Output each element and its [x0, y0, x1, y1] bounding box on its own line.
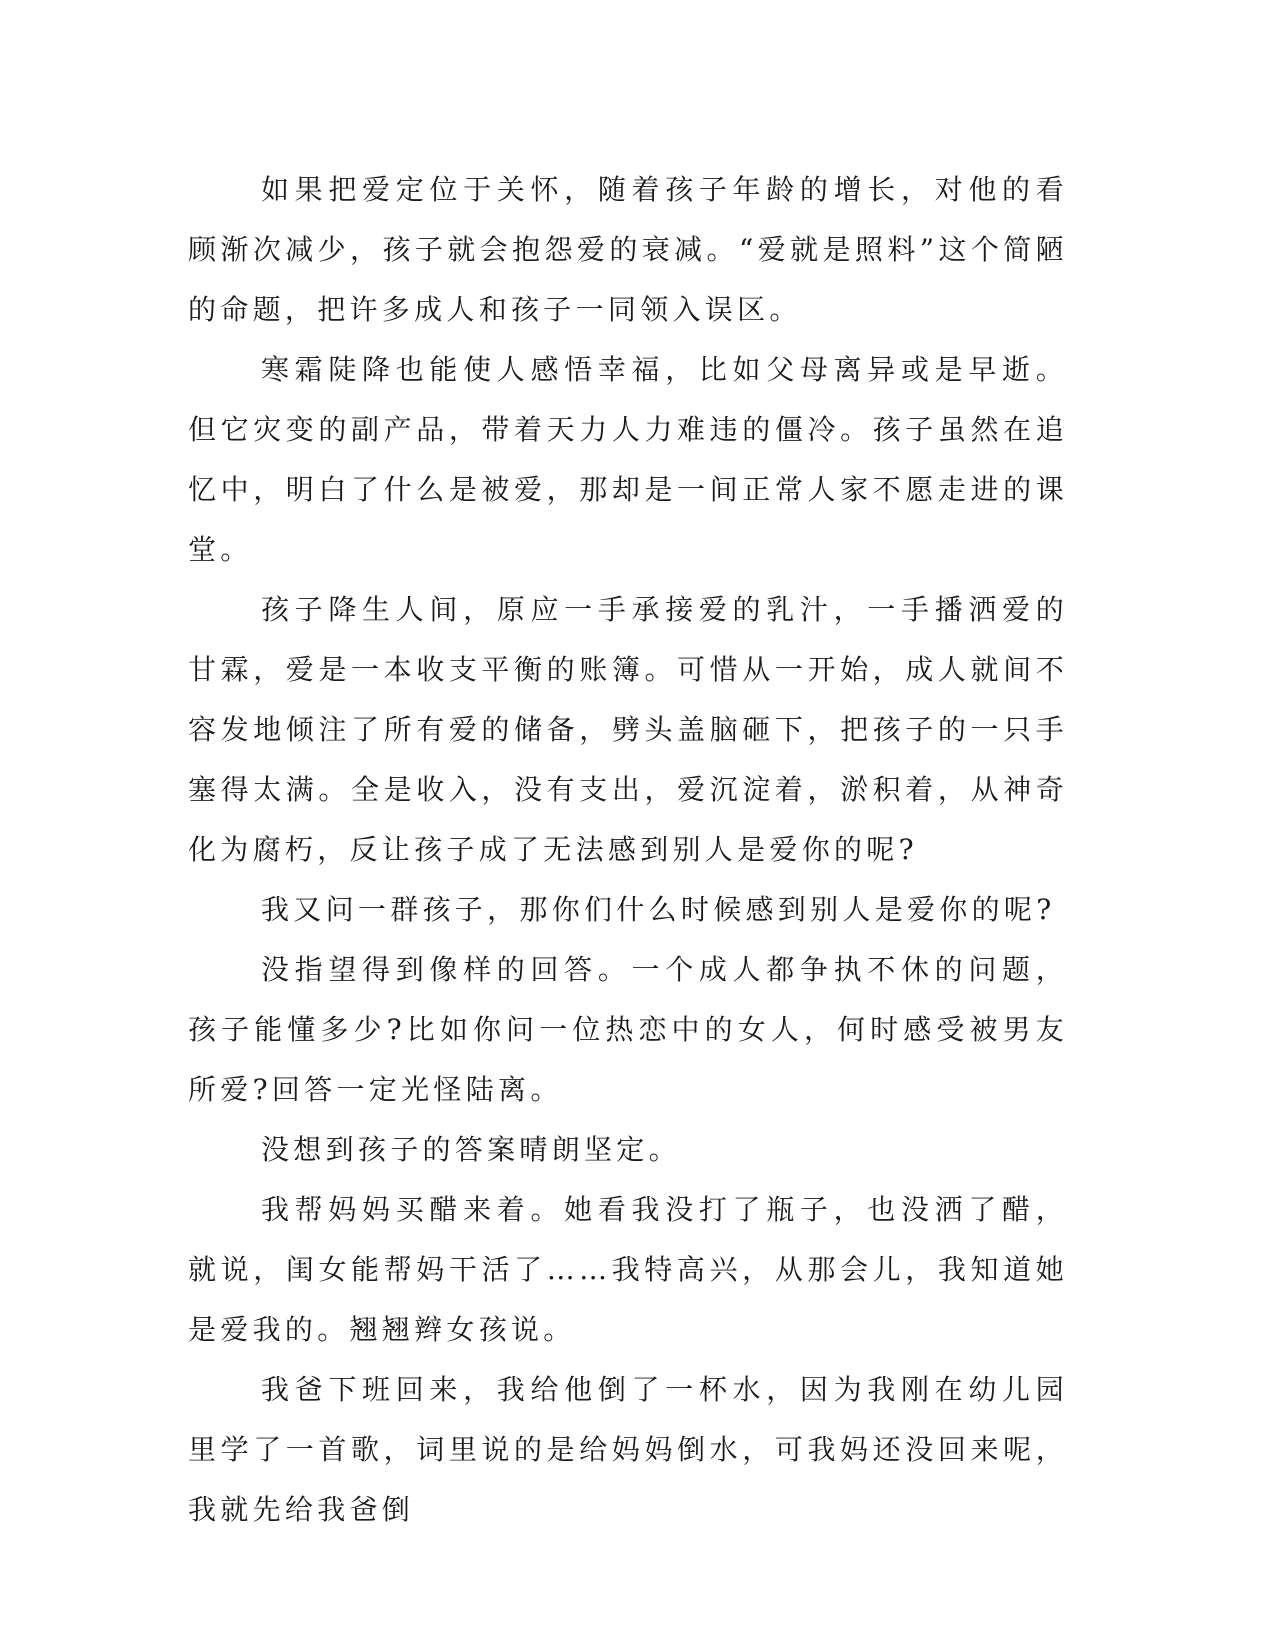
paragraph-7: 我帮妈妈买醋来着。她看我没打了瓶子，也没洒了醋，就说，闺女能帮妈干活了……我特高兴，从那会儿，我知道她是爱我的。翘翘辫女孩说。 [188, 1193, 1068, 1346]
paragraph-2: 寒霜陡降也能使人感悟幸福，比如父母离异或是早逝。但它灾变的副产品，带着天力人力难违的僵冷。孩子虽然在追忆中，明白了什么是被爱，那却是一间正常人家不愿走进的课堂。 [188, 353, 1068, 566]
paragraph-4: 我又问一群孩子，那你们什么时候感到别人是爱你的呢? [261, 893, 1056, 926]
body-text [188, 160, 1068, 1540]
paragraph-1: 如果把爱定位于关怀，随着孩子年龄的增长，对他的看顾渐次减少，孩子就会抱怨爱的衰减。“爱就是照料”这个简陋的命题，把许多成人和孩子一同领入误区。 [188, 173, 1068, 326]
paragraph-5: 没指望得到像样的回答。一个成人都争执不休的问题，孩子能懂多少?比如你问一位热恋中的女人，何时感受被男友所爱?回答一定光怪陆离。 [188, 953, 1068, 1106]
paragraph-6: 没想到孩子的答案晴朗坚定。 [261, 1133, 681, 1166]
paragraph-8: 我爸下班回来，我给他倒了一杯水，因为我刚在幼儿园里学了一首歌，词里说的是给妈妈倒水，可我妈还没回来呢，我就先给我爸倒 [188, 1373, 1068, 1526]
paragraph-3: 孩子降生人间，原应一手承接爱的乳汁，一手播洒爱的甘霖，爱是一本收支平衡的账簿。可惜从一开始，成人就间不容发地倾注了所有爱的储备，劈头盖脑砸下，把孩子的一只手塞得太满。全是收入，没有支出，爱沉淀着，淤积着，从神奇化为腐朽，反让孩子成了无法感到别人是爱你的呢? [188, 593, 1068, 866]
